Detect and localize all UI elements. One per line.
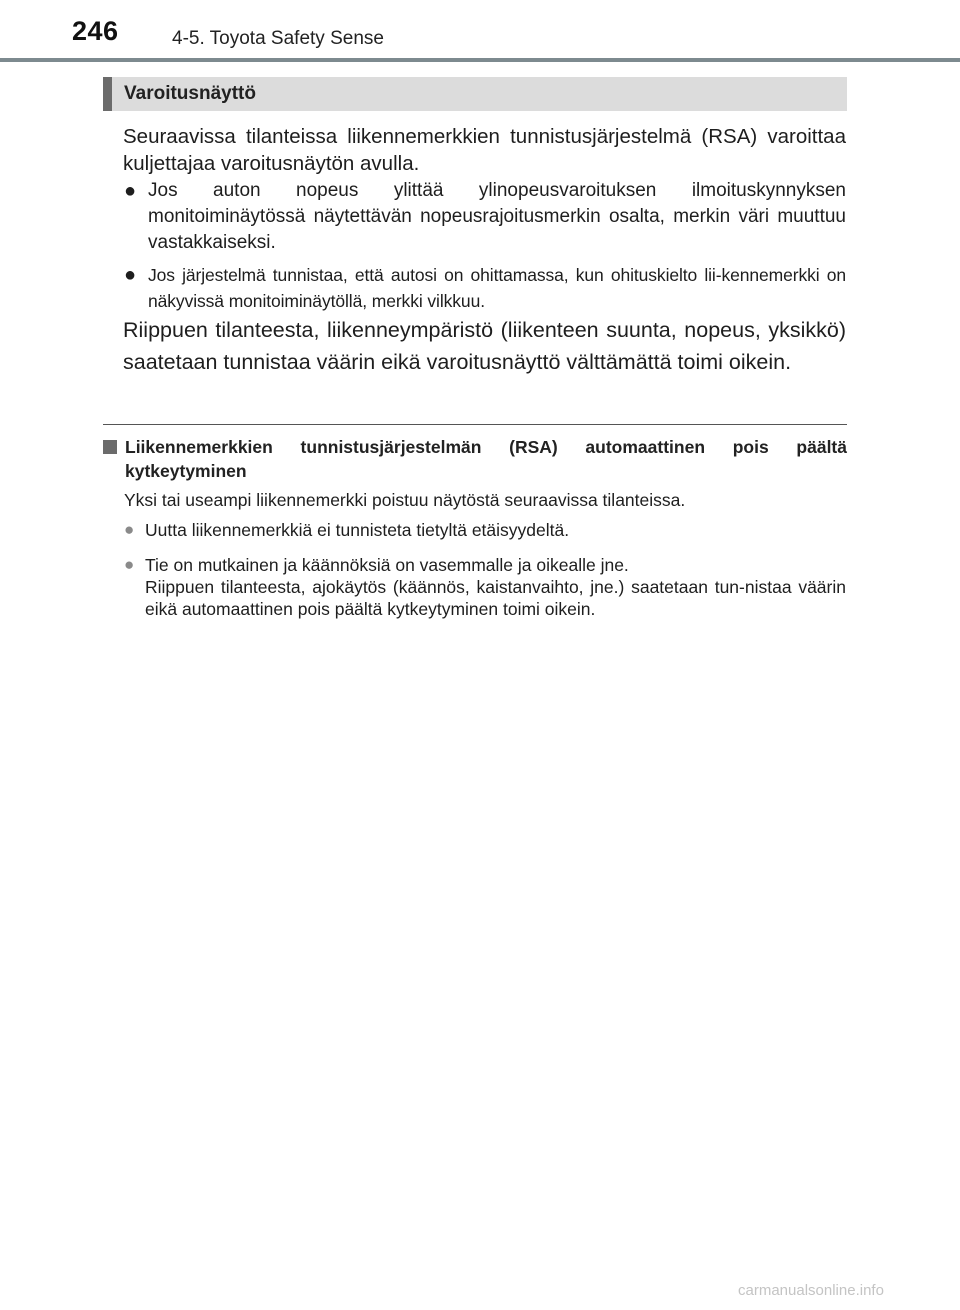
bullet-icon: ●	[124, 555, 135, 574]
list-item-text	[145, 554, 846, 620]
page-number: 246	[72, 16, 119, 46]
section-note: Riippuen tilanteesta, liikenneympäristö (liikenteen suunta, nopeus, yksikkö) saatetaan tunnistaa väärin eikä varoitusnäyttö välttämättä toimi oikein.	[123, 318, 846, 374]
list-item	[123, 262, 846, 314]
square-bullet-icon	[103, 440, 117, 454]
section-heading-bar	[103, 77, 112, 111]
subsection-heading	[103, 435, 847, 483]
list-item-line: Riippuen tilanteesta, ajokäytös (käännös, kaistanvaihto, jne.) saatetaan tun-nistaa väärin eikä automaattinen pois päältä kytkeytyminen toimi oikein.	[145, 577, 846, 619]
list-item-text	[145, 519, 846, 541]
section-divider	[103, 424, 847, 425]
section-heading-box	[103, 77, 847, 111]
section-title: Varoitusnäyttö	[124, 83, 256, 104]
list-item-text: Jos järjestelmä tunnistaa, että autosi on ohittamassa, kun ohituskielto lii-kennemerkki on näkyvissä monitoiminäytöllä, merkki vilkkuu.	[148, 265, 846, 311]
subsection-heading-text: Liikennemerkkien tunnistusjärjestelmän (RSA) automaattinen pois päältä kytkeytyminen	[125, 437, 847, 481]
list-item-line: Uutta liikennemerkkiä ei tunnisteta tietyltä etäisyydeltä.	[145, 520, 570, 540]
watermark: carmanualsonline.info	[738, 1282, 884, 1299]
list-item-text: Jos auton nopeus ylittää ylinopeusvaroituksen ilmoituskynnyksen monitoiminäytössä näytettävän nopeusrajoitusmerkin osalta, merkin väri muuttuu vastakkaiseksi.	[148, 180, 846, 253]
section-intro: Seuraavissa tilanteissa liikennemerkkien tunnistusjärjestelmä (RSA) varoittaa kuljettajaa varoitusnäytön avulla.	[123, 125, 846, 175]
bullet-icon: ●	[124, 180, 137, 202]
subsection-lead: Yksi tai useampi liikennemerkki poistuu näytöstä seuraavissa tilanteissa.	[124, 490, 686, 510]
bullet-icon: ●	[124, 264, 137, 286]
list-item-line: Tie on mutkainen ja käännöksiä on vasemmalle ja oikealle jne.	[145, 555, 629, 575]
list-item	[124, 554, 846, 620]
list-item	[123, 178, 846, 256]
list-item	[124, 519, 846, 541]
bullet-icon: ●	[124, 520, 135, 539]
header-rule	[0, 58, 960, 62]
chapter-title: 4-5. Toyota Safety Sense	[172, 28, 384, 49]
